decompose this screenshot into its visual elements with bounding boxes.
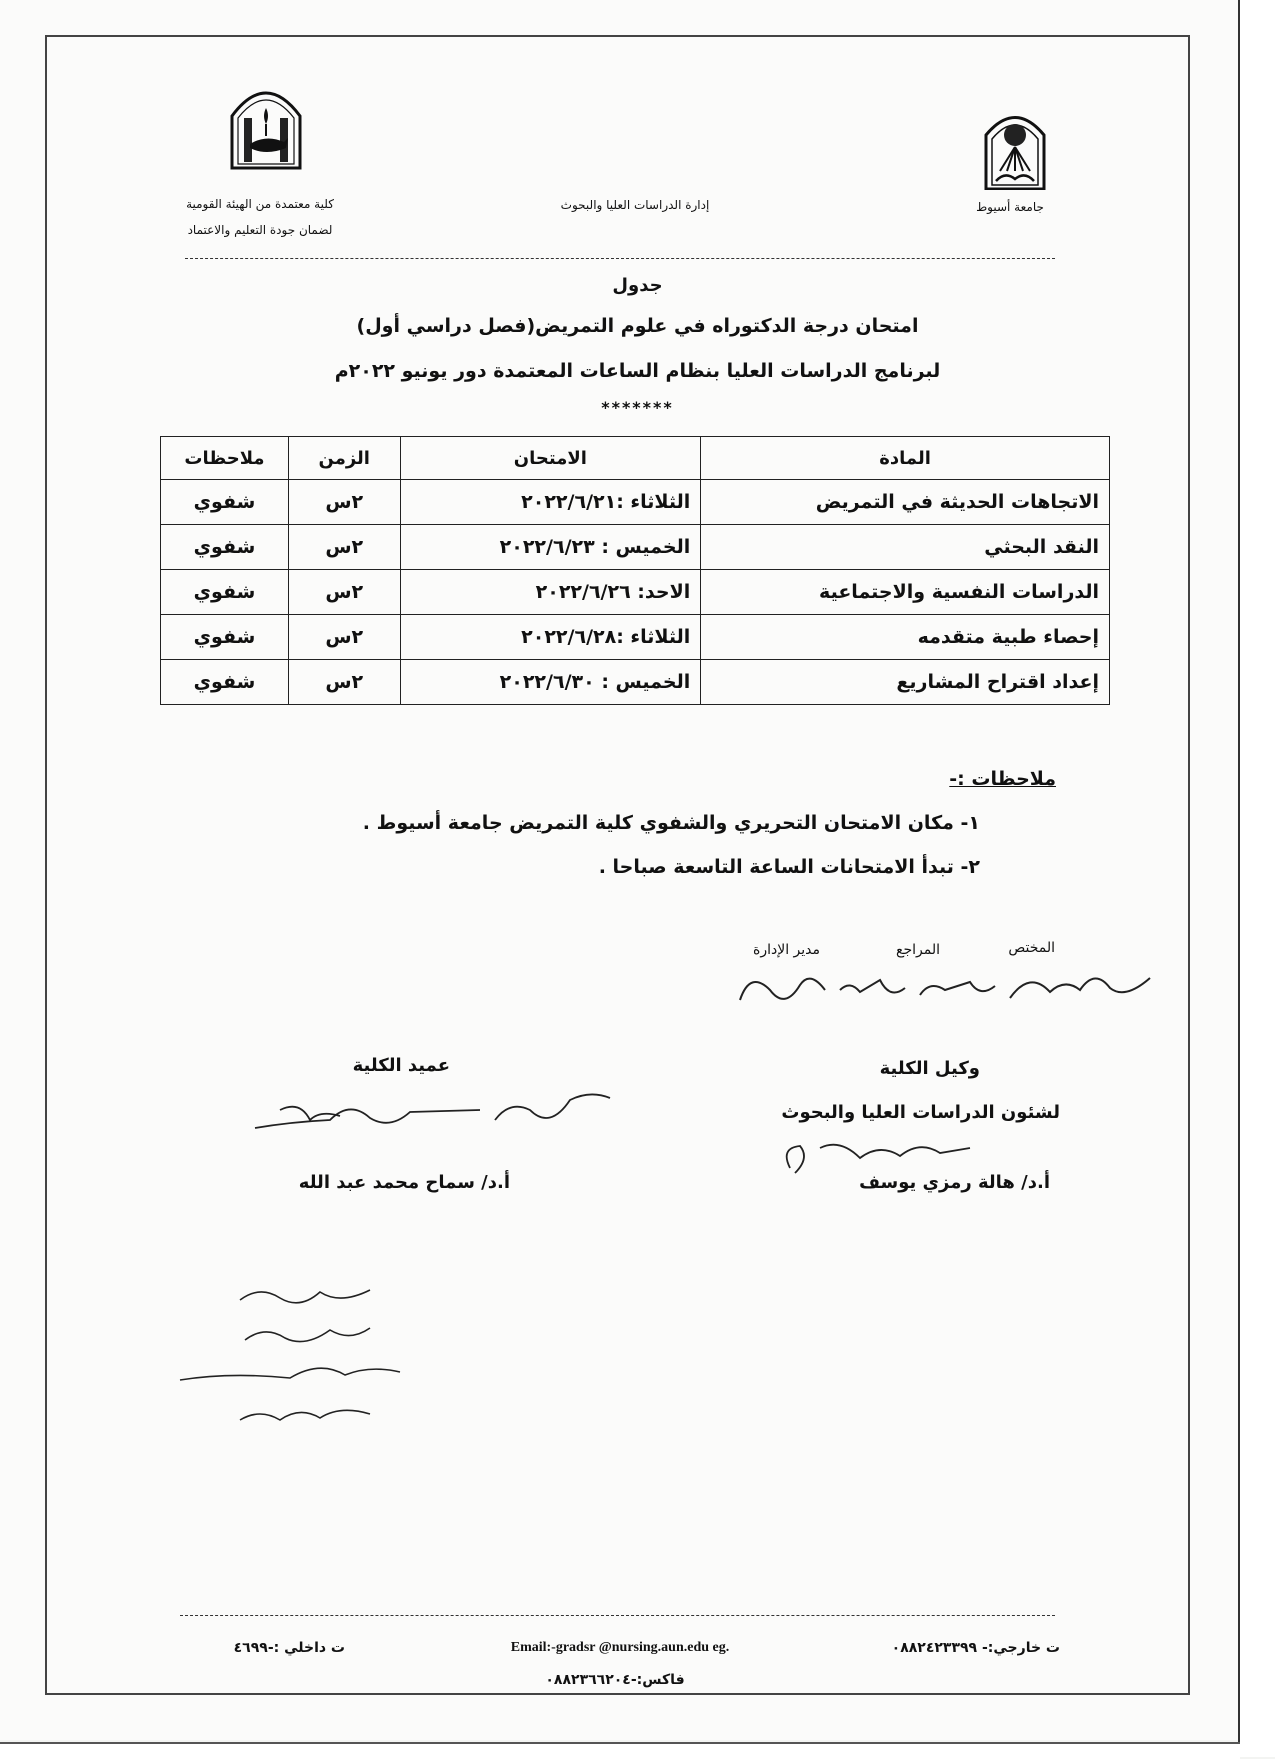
dean-name: أ.د/ سماح محمد عبد الله (298, 1172, 510, 1193)
vice-dean-title: وكيل الكلية (879, 1058, 980, 1079)
table-row (161, 570, 1110, 615)
title-stars: ******* (601, 398, 674, 417)
exam-schedule-table (160, 436, 1110, 705)
cell-notes: شفوي (161, 570, 289, 615)
column-header-time: الزمن (288, 437, 400, 480)
column-header-exam: الامتحان (400, 437, 701, 480)
cell-notes: شفوي (161, 660, 289, 705)
column-header-subject: المادة (701, 437, 1110, 480)
footer-fax: فاكس:-٠٨٨٢٣٦٦٢٠٤ (545, 1672, 685, 1688)
note-item-2: ٢- تبدأ الامتحانات الساعة التاسعة صباحا . (598, 856, 980, 878)
cell-subject: إعداد اقتراح المشاريع (701, 660, 1110, 705)
table-row (161, 525, 1110, 570)
scan-edge-right (1238, 0, 1275, 1757)
cell-exam-date: الخميس : ٢٠٢٢/٦/٢٣ (400, 525, 701, 570)
cell-exam-date: الثلاثاء :٢٠٢٢/٦/٢١ (400, 480, 701, 525)
cell-exam-date: الاحد: ٢٠٢٢/٦/٢٦ (400, 570, 701, 615)
cell-time: ٢س (288, 480, 400, 525)
label-specialist: المختص (1008, 940, 1055, 956)
scan-edge-bottom (0, 1742, 1240, 1759)
table-header-row (161, 437, 1110, 480)
assiut-university-logo-icon (980, 105, 1050, 190)
cell-exam-date: الخميس : ٢٠٢٢/٦/٣٠ (400, 660, 701, 705)
table-row (161, 480, 1110, 525)
header-divider (185, 258, 1055, 259)
note-item-1: ١- مكان الامتحان التحريري والشفوي كلية التمريض جامعة أسيوط . (362, 812, 980, 834)
footer-email: Email:-gradsr @nursing.aun.edu eg. (510, 1640, 730, 1655)
header-department-name: إدارة الدراسات العليا والبحوث (560, 198, 710, 212)
dean-title: عميد الكلية (352, 1055, 450, 1076)
footer-internal-phone: ت داخلي :-٤٦٩٩ (233, 1640, 345, 1656)
notes-heading: ملاحظات :- (949, 768, 1056, 790)
cell-notes: شفوي (161, 525, 289, 570)
exam-title: امتحان درجة الدكتوراه في علوم التمريض(فصل دراسي أول) (356, 315, 919, 337)
table-row (161, 615, 1110, 660)
table-row (161, 660, 1110, 705)
vice-dean-role: لشئون الدراسات العليا والبحوث (781, 1102, 1060, 1123)
schedule-heading: جدول (612, 275, 663, 296)
header-accreditation-line1: كلية معتمدة من الهيئة القومية (186, 197, 334, 211)
cell-time: ٢س (288, 660, 400, 705)
cell-time: ٢س (288, 615, 400, 660)
column-header-notes: ملاحظات (161, 437, 289, 480)
cell-notes: شفوي (161, 615, 289, 660)
header-university-name: جامعة أسيوط (976, 200, 1044, 214)
footer-divider (180, 1615, 1055, 1616)
cell-subject: إحصاء طبية متقدمه (701, 615, 1110, 660)
cell-subject: الاتجاهات الحديثة في التمريض (701, 480, 1110, 525)
cell-time: ٢س (288, 525, 400, 570)
program-subtitle: لبرنامج الدراسات العليا بنظام الساعات المعتمدة دور يونيو ٢٠٢٢م (334, 360, 941, 382)
vice-dean-name: أ.د/ هالة رمزي يوسف (859, 1172, 1050, 1193)
label-reviewer: المراجع (896, 942, 940, 958)
cell-subject: النقد البحثي (701, 525, 1110, 570)
header-accreditation-line2: لضمان جودة التعليم والاعتماد (187, 223, 333, 237)
cell-exam-date: الثلاثاء :٢٠٢٢/٦/٢٨ (400, 615, 701, 660)
cell-time: ٢س (288, 570, 400, 615)
footer-external-phone: ت خارجي:- ٠٨٨٢٤٢٣٣٩٩ (891, 1640, 1060, 1656)
faculty-of-nursing-logo-icon (222, 78, 310, 170)
cell-notes: شفوي (161, 480, 289, 525)
cell-subject: الدراسات النفسية والاجتماعية (701, 570, 1110, 615)
label-admin-director: مدير الإدارة (752, 942, 820, 958)
